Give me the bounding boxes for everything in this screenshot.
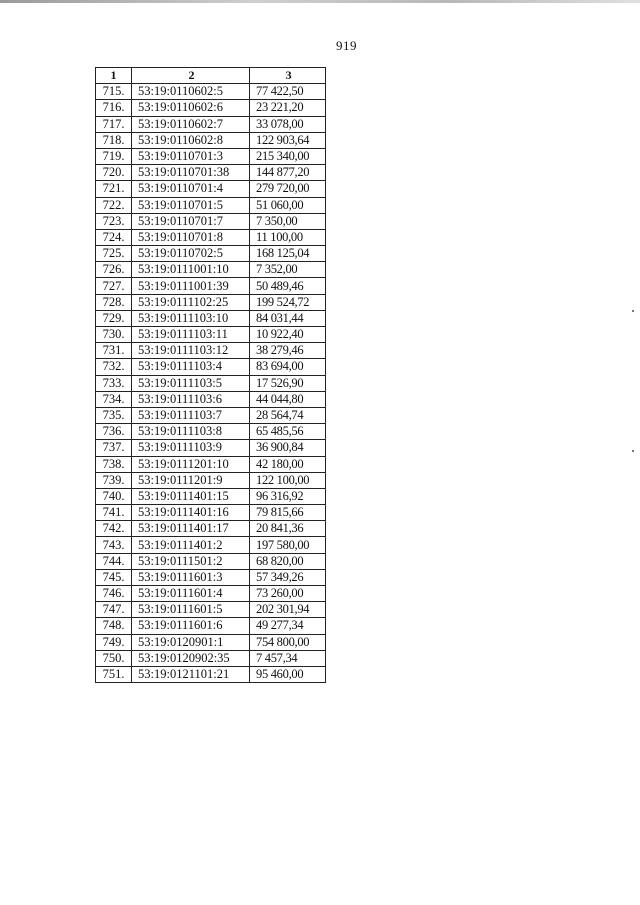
row-number-cell: 726.: [96, 262, 132, 278]
cadastral-number-cell: 53:19:0110701:38: [132, 165, 250, 181]
value-cell: 42 180,00: [250, 456, 326, 472]
table-row: [96, 440, 326, 456]
row-number-cell: 719.: [96, 148, 132, 164]
table-row: [96, 472, 326, 488]
row-number-cell: 740.: [96, 488, 132, 504]
table-header-row: [96, 68, 326, 84]
cadastral-number-cell: 53:19:0111501:2: [132, 553, 250, 569]
row-number-cell: 750.: [96, 650, 132, 666]
row-number-cell: 723.: [96, 213, 132, 229]
value-cell: 144 877,20: [250, 165, 326, 181]
table-row: [96, 229, 326, 245]
row-number-cell: 735.: [96, 407, 132, 423]
cadastral-number-cell: 53:19:0111401:15: [132, 488, 250, 504]
row-number-cell: 748.: [96, 618, 132, 634]
value-cell: 79 815,66: [250, 505, 326, 521]
table-row: [96, 456, 326, 472]
cadastral-number-cell: 53:19:0111103:5: [132, 375, 250, 391]
table-row: [96, 586, 326, 602]
table-row: [96, 391, 326, 407]
cadastral-number-cell: 53:19:0110602:8: [132, 132, 250, 148]
cadastral-number-cell: 53:19:0120901:1: [132, 634, 250, 650]
row-number-cell: 727.: [96, 278, 132, 294]
row-number-cell: 717.: [96, 116, 132, 132]
row-number-cell: 730.: [96, 327, 132, 343]
table-body: [96, 84, 326, 683]
cadastral-number-cell: 53:19:0111103:8: [132, 424, 250, 440]
cadastral-number-cell: 53:19:0111401:16: [132, 505, 250, 521]
cadastral-number-cell: 53:19:0110602:7: [132, 116, 250, 132]
column-header-1: 1: [96, 68, 132, 84]
table-row: [96, 148, 326, 164]
cadastral-number-cell: 53:19:0111103:9: [132, 440, 250, 456]
row-number-cell: 720.: [96, 165, 132, 181]
table-row: [96, 634, 326, 650]
cadastral-number-cell: 53:19:0111401:17: [132, 521, 250, 537]
column-header-3: 3: [250, 68, 326, 84]
value-cell: 11 100,00: [250, 229, 326, 245]
value-cell: 95 460,00: [250, 666, 326, 682]
row-number-cell: 728.: [96, 294, 132, 310]
cadastral-number-cell: 53:19:0111401:2: [132, 537, 250, 553]
cadastral-number-cell: 53:19:0111103:10: [132, 310, 250, 326]
table-row: [96, 537, 326, 553]
row-number-cell: 736.: [96, 424, 132, 440]
cadastral-number-cell: 53:19:0111001:10: [132, 262, 250, 278]
value-cell: 33 078,00: [250, 116, 326, 132]
row-number-cell: 729.: [96, 310, 132, 326]
cadastral-number-cell: 53:19:0111103:7: [132, 407, 250, 423]
row-number-cell: 745.: [96, 569, 132, 585]
value-cell: 122 100,00: [250, 472, 326, 488]
row-number-cell: 724.: [96, 229, 132, 245]
table-row: [96, 294, 326, 310]
cadastral-number-cell: 53:19:0110702:5: [132, 246, 250, 262]
table-row: [96, 278, 326, 294]
value-cell: 36 900,84: [250, 440, 326, 456]
table-row: [96, 246, 326, 262]
table-row: [96, 213, 326, 229]
row-number-cell: 744.: [96, 553, 132, 569]
table-row: [96, 666, 326, 682]
cadastral-number-cell: 53:19:0111601:4: [132, 586, 250, 602]
value-cell: 96 316,92: [250, 488, 326, 504]
table-row: [96, 424, 326, 440]
cadastral-number-cell: 53:19:0120902:35: [132, 650, 250, 666]
value-cell: 215 340,00: [250, 148, 326, 164]
cadastral-number-cell: 53:19:0110701:4: [132, 181, 250, 197]
row-number-cell: 737.: [96, 440, 132, 456]
row-number-cell: 734.: [96, 391, 132, 407]
row-number-cell: 721.: [96, 181, 132, 197]
table-row: [96, 327, 326, 343]
cadastral-number-cell: 53:19:0110701:3: [132, 148, 250, 164]
value-cell: 50 489,46: [250, 278, 326, 294]
value-cell: 122 903,64: [250, 132, 326, 148]
table-row: [96, 521, 326, 537]
value-cell: 197 580,00: [250, 537, 326, 553]
value-cell: 10 922,40: [250, 327, 326, 343]
value-cell: 7 352,00: [250, 262, 326, 278]
row-number-cell: 747.: [96, 602, 132, 618]
page-number: 919: [336, 38, 357, 53]
row-number-cell: 731.: [96, 343, 132, 359]
cadastral-number-cell: 53:19:0111103:11: [132, 327, 250, 343]
value-cell: 7 457,34: [250, 650, 326, 666]
cadastral-number-cell: 53:19:0111103:6: [132, 391, 250, 407]
table-row: [96, 488, 326, 504]
row-number-cell: 741.: [96, 505, 132, 521]
table-row: [96, 132, 326, 148]
row-number-cell: 749.: [96, 634, 132, 650]
scan-edge-line: [0, 0, 640, 3]
row-number-cell: 743.: [96, 537, 132, 553]
value-cell: 73 260,00: [250, 586, 326, 602]
table-row: [96, 359, 326, 375]
value-cell: 65 485,56: [250, 424, 326, 440]
value-cell: 17 526,90: [250, 375, 326, 391]
cadastral-number-cell: 53:19:0111601:3: [132, 569, 250, 585]
value-cell: 279 720,00: [250, 181, 326, 197]
row-number-cell: 715.: [96, 84, 132, 100]
table-row: [96, 100, 326, 116]
cadastral-number-cell: 53:19:0111103:4: [132, 359, 250, 375]
value-cell: 49 277,34: [250, 618, 326, 634]
cadastral-number-cell: 53:19:0111103:12: [132, 343, 250, 359]
table-row: [96, 602, 326, 618]
cadastral-number-cell: 53:19:0110602:5: [132, 84, 250, 100]
table-row: [96, 618, 326, 634]
table-row: [96, 407, 326, 423]
column-header-2: 2: [132, 68, 250, 84]
value-cell: 23 221,20: [250, 100, 326, 116]
cadastral-value-table: [95, 67, 326, 683]
cadastral-number-cell: 53:19:0111601:6: [132, 618, 250, 634]
value-cell: 202 301,94: [250, 602, 326, 618]
value-cell: 168 125,04: [250, 246, 326, 262]
value-cell: 28 564,74: [250, 407, 326, 423]
row-number-cell: 716.: [96, 100, 132, 116]
cadastral-number-cell: 53:19:0111201:10: [132, 456, 250, 472]
scan-speck: [632, 310, 634, 312]
cadastral-number-cell: 53:19:0110602:6: [132, 100, 250, 116]
cadastral-number-cell: 53:19:0110701:5: [132, 197, 250, 213]
value-cell: 84 031,44: [250, 310, 326, 326]
value-cell: 68 820,00: [250, 553, 326, 569]
value-cell: 83 694,00: [250, 359, 326, 375]
value-cell: 7 350,00: [250, 213, 326, 229]
table-row: [96, 310, 326, 326]
cadastral-number-cell: 53:19:0110701:8: [132, 229, 250, 245]
value-cell: 199 524,72: [250, 294, 326, 310]
cadastral-number-cell: 53:19:0111601:5: [132, 602, 250, 618]
value-cell: 754 800,00: [250, 634, 326, 650]
table-row: [96, 181, 326, 197]
table-row: [96, 84, 326, 100]
cadastral-number-cell: 53:19:0121101:21: [132, 666, 250, 682]
cadastral-number-cell: 53:19:0111001:39: [132, 278, 250, 294]
table-row: [96, 165, 326, 181]
table-row: [96, 553, 326, 569]
value-cell: 77 422,50: [250, 84, 326, 100]
cadastral-number-cell: 53:19:0111201:9: [132, 472, 250, 488]
value-cell: 20 841,36: [250, 521, 326, 537]
row-number-cell: 751.: [96, 666, 132, 682]
table-row: [96, 505, 326, 521]
value-cell: 44 044,80: [250, 391, 326, 407]
row-number-cell: 722.: [96, 197, 132, 213]
row-number-cell: 746.: [96, 586, 132, 602]
cadastral-number-cell: 53:19:0110701:7: [132, 213, 250, 229]
table-row: [96, 650, 326, 666]
row-number-cell: 732.: [96, 359, 132, 375]
table-row: [96, 116, 326, 132]
table-row: [96, 197, 326, 213]
value-cell: 57 349,26: [250, 569, 326, 585]
table-row: [96, 569, 326, 585]
row-number-cell: 739.: [96, 472, 132, 488]
value-cell: 51 060,00: [250, 197, 326, 213]
row-number-cell: 742.: [96, 521, 132, 537]
row-number-cell: 718.: [96, 132, 132, 148]
cadastral-number-cell: 53:19:0111102:25: [132, 294, 250, 310]
table-row: [96, 343, 326, 359]
table-row: [96, 262, 326, 278]
scan-speck: [632, 450, 634, 452]
table-row: [96, 375, 326, 391]
row-number-cell: 733.: [96, 375, 132, 391]
row-number-cell: 725.: [96, 246, 132, 262]
value-cell: 38 279,46: [250, 343, 326, 359]
row-number-cell: 738.: [96, 456, 132, 472]
